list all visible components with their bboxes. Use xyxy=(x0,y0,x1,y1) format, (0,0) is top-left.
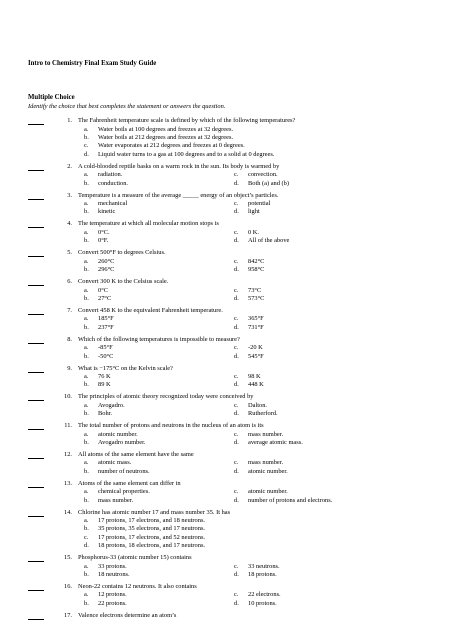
question-line xyxy=(28,612,454,620)
option-text: 237°F xyxy=(98,323,114,331)
answer-option xyxy=(234,563,384,571)
option-letter: b. xyxy=(84,525,89,533)
answer-blank[interactable] xyxy=(28,509,44,517)
question-line xyxy=(28,336,454,344)
option-text: 27°C xyxy=(98,294,112,302)
option-text: 18 neutrons. xyxy=(98,571,130,579)
option-text: 98 K xyxy=(248,372,261,380)
answer-option xyxy=(84,295,234,303)
question-number: 13. xyxy=(64,479,72,487)
option-text: 18 protons, 18 electrons, and 17 neutrons. xyxy=(98,542,206,550)
answer-option xyxy=(84,180,234,188)
question-item xyxy=(28,336,454,361)
option-text: kinetic xyxy=(98,208,116,216)
answer-blank[interactable] xyxy=(28,117,44,125)
question-list xyxy=(28,117,454,620)
option-letter: a. xyxy=(84,200,89,208)
option-letter: b. xyxy=(84,438,89,446)
option-text: 12 protons. xyxy=(98,591,127,599)
question-number: 12. xyxy=(64,450,72,458)
question-line xyxy=(28,393,454,401)
option-text: 260°C xyxy=(98,257,115,265)
option-text: 17 protons, 17 electrons, and 18 neutrons. xyxy=(98,517,206,524)
option-letter: d. xyxy=(234,599,239,607)
answer-option xyxy=(234,410,384,418)
option-letter: b. xyxy=(84,294,89,302)
option-text: Avogadro. xyxy=(98,401,125,409)
option-text: Water boils at 100 degrees and freezes at 32 degrees. xyxy=(98,125,234,133)
question-number: 6. xyxy=(67,278,72,286)
question-line xyxy=(28,307,454,315)
option-letter: a. xyxy=(84,562,89,570)
answer-option xyxy=(84,402,234,410)
answer-blank[interactable] xyxy=(28,451,44,459)
answer-option xyxy=(84,534,454,542)
option-letter: b. xyxy=(84,467,89,475)
answer-option xyxy=(234,295,384,303)
answer-option xyxy=(84,126,454,134)
option-letter: c. xyxy=(234,286,239,294)
answer-option xyxy=(84,200,234,208)
question-item xyxy=(28,117,454,159)
option-text: 0 K. xyxy=(248,228,260,236)
answer-option xyxy=(84,525,454,533)
answer-blank[interactable] xyxy=(28,220,44,228)
question-line xyxy=(28,163,454,171)
option-text: 0°F. xyxy=(98,237,109,245)
option-text: -85°F xyxy=(98,344,113,352)
option-letter: b. xyxy=(84,410,89,418)
option-text: 73°C xyxy=(248,286,262,294)
option-text: 448 K xyxy=(248,381,264,389)
option-text: 573°C xyxy=(248,294,265,302)
answer-option xyxy=(234,344,384,352)
question-number: 10. xyxy=(64,393,72,401)
answer-option xyxy=(234,353,384,361)
question-number: 16. xyxy=(64,583,72,591)
option-letter: d. xyxy=(234,410,239,418)
option-text: 10 protons. xyxy=(248,599,277,607)
answer-option xyxy=(234,208,384,216)
answer-option xyxy=(234,431,384,439)
option-text: number of neutrons. xyxy=(98,467,150,475)
answer-options xyxy=(84,591,454,608)
answer-option xyxy=(84,381,234,389)
answer-option xyxy=(234,591,384,599)
option-letter: b. xyxy=(84,237,89,245)
answer-option xyxy=(234,287,384,295)
option-text: 33 protons. xyxy=(98,562,127,570)
question-stem: The principles of atomic theory recognized today were conceived by xyxy=(78,393,254,401)
option-text: 76 K xyxy=(98,372,111,380)
option-letter: a. xyxy=(84,286,89,294)
question-number: 14. xyxy=(64,508,72,516)
option-letter: b. xyxy=(84,571,89,579)
option-text: 17 protons, 17 electrons, and 52 neutrons. xyxy=(98,533,206,541)
answer-option xyxy=(234,258,384,266)
answer-blank[interactable] xyxy=(28,393,44,401)
question-item xyxy=(28,583,454,608)
answer-option xyxy=(84,459,234,467)
option-letter: a. xyxy=(84,228,89,236)
question-item xyxy=(28,192,454,217)
question-number: 15. xyxy=(64,554,72,562)
question-stem: Chlorine has atomic number 17 and mass number 35. It has xyxy=(78,508,231,516)
option-text: -20 K xyxy=(248,344,263,352)
question-stem: Convert 500°F to degrees Celsius. xyxy=(78,249,166,257)
option-letter: b. xyxy=(84,266,89,274)
answer-option xyxy=(84,517,454,525)
question-item xyxy=(28,393,454,418)
answer-options xyxy=(84,459,454,476)
answer-option xyxy=(84,134,454,142)
question-line xyxy=(28,192,454,200)
answer-option xyxy=(234,497,384,505)
question-stem: Phosphorus-33 (atomic number 15) contains xyxy=(78,554,192,562)
option-letter: d. xyxy=(84,150,89,158)
option-text: mechanical xyxy=(98,200,128,208)
question-line xyxy=(28,278,454,286)
document-title: Intro to Chemistry Final Exam Study Guide xyxy=(28,60,157,67)
option-letter: d. xyxy=(84,542,89,550)
option-text: All of the above xyxy=(248,237,290,245)
answer-options xyxy=(84,563,454,580)
option-letter: b. xyxy=(84,323,89,331)
question-line xyxy=(28,117,454,125)
answer-blank[interactable] xyxy=(28,554,44,562)
option-text: chemical properties. xyxy=(98,488,150,496)
option-letter: a. xyxy=(84,401,89,409)
option-letter: d. xyxy=(234,438,239,446)
answer-option xyxy=(84,151,454,159)
option-text: Rutherford. xyxy=(248,410,278,418)
option-letter: c. xyxy=(234,257,239,265)
option-letter: d. xyxy=(234,237,239,245)
question-stem: Neon-22 contains 12 neutrons. It also contains xyxy=(78,583,197,591)
option-text: -50°C xyxy=(98,352,114,360)
answer-blank[interactable] xyxy=(28,336,44,344)
answer-option xyxy=(84,208,234,216)
question-item xyxy=(28,365,454,390)
answer-option xyxy=(84,353,234,361)
option-letter: c. xyxy=(234,488,239,496)
question-stem: Temperature is a measure of the average _____ energy of an object’s particles. xyxy=(78,191,279,199)
question-line xyxy=(28,583,454,591)
option-text: 842°C xyxy=(248,257,265,265)
option-text: Avogadro number. xyxy=(98,438,146,446)
answer-options xyxy=(84,517,454,551)
question-line xyxy=(28,480,454,488)
option-text: atomic number. xyxy=(98,430,138,438)
option-letter: b. xyxy=(84,208,89,216)
option-letter: c. xyxy=(234,344,239,352)
option-text: radiation. xyxy=(98,171,123,179)
answer-option xyxy=(234,324,384,332)
option-text: conduction. xyxy=(98,179,128,187)
answer-option xyxy=(234,315,384,323)
option-letter: a. xyxy=(84,372,89,380)
answer-options xyxy=(84,431,454,448)
option-letter: c. xyxy=(234,459,239,467)
option-letter: b. xyxy=(84,179,89,187)
question-item xyxy=(28,278,454,303)
option-letter: c. xyxy=(234,591,239,599)
option-text: Both (a) and (b) xyxy=(248,179,289,187)
answer-blank[interactable] xyxy=(28,307,44,315)
option-text: 296°C xyxy=(98,266,115,274)
option-text: 22 protons. xyxy=(98,599,127,607)
option-letter: d. xyxy=(234,294,239,302)
answer-blank[interactable] xyxy=(28,365,44,373)
question-line xyxy=(28,422,454,430)
answer-options xyxy=(84,258,454,275)
question-stem: A cold-blooded reptile basks on a warm rock in the sun. Its body is warmed by xyxy=(78,162,280,170)
option-text: 22 electrons. xyxy=(248,591,281,599)
option-text: Water evaporates at 212 degrees and freezes at 0 degrees. xyxy=(98,142,245,150)
answer-option xyxy=(234,468,384,476)
answer-blank[interactable] xyxy=(28,278,44,286)
answer-options xyxy=(84,373,454,390)
option-letter: c. xyxy=(234,401,239,409)
answer-option xyxy=(84,468,234,476)
question-line xyxy=(28,509,454,517)
option-letter: a. xyxy=(84,344,89,352)
question-line xyxy=(28,451,454,459)
answer-blank[interactable] xyxy=(28,480,44,488)
question-item xyxy=(28,509,454,551)
answer-option xyxy=(84,497,234,505)
option-text: atomic number. xyxy=(248,467,288,475)
option-text: 731°F xyxy=(248,323,264,331)
answer-option xyxy=(84,591,234,599)
question-line xyxy=(28,220,454,228)
question-stem: Convert 300 K to the Celsius scale. xyxy=(78,278,169,286)
question-stem: The temperature at which all molecular motion stops is xyxy=(78,220,219,228)
question-item xyxy=(28,480,454,505)
answer-option xyxy=(234,600,384,608)
option-letter: c. xyxy=(234,228,239,236)
answer-option xyxy=(234,237,384,245)
answer-option xyxy=(84,258,234,266)
question-item xyxy=(28,451,454,476)
question-stem: The Fahrenheit temperature scale is defined by which of the following temperatures? xyxy=(78,117,296,125)
option-text: 545°F xyxy=(248,352,264,360)
option-letter: c. xyxy=(84,533,89,541)
option-text: atomic number. xyxy=(248,488,288,496)
option-letter: b. xyxy=(84,134,89,142)
option-letter: a. xyxy=(84,488,89,496)
answer-option xyxy=(84,600,234,608)
option-text: mass number. xyxy=(248,430,284,438)
answer-option xyxy=(84,488,234,496)
option-letter: d. xyxy=(234,467,239,475)
option-text: light xyxy=(248,208,260,216)
option-text: Bohr. xyxy=(98,410,113,418)
option-text: 35 protons, 35 electrons, and 17 neutrons. xyxy=(98,525,206,533)
answer-blank[interactable] xyxy=(28,163,44,171)
option-letter: c. xyxy=(234,315,239,323)
question-item xyxy=(28,163,454,188)
answer-options xyxy=(84,229,454,246)
question-number: 17. xyxy=(64,611,72,619)
answer-option xyxy=(234,229,384,237)
option-letter: a. xyxy=(84,257,89,265)
option-letter: b. xyxy=(84,381,89,389)
option-text: 958°C xyxy=(248,266,265,274)
question-number: 7. xyxy=(67,306,72,314)
question-item xyxy=(28,612,454,620)
option-letter: c. xyxy=(84,142,89,150)
answer-option xyxy=(84,410,234,418)
answer-option xyxy=(234,180,384,188)
answer-options xyxy=(84,171,454,188)
option-text: mass number. xyxy=(98,496,134,504)
option-letter: d. xyxy=(234,323,239,331)
question-item xyxy=(28,422,454,447)
option-text: 33 neutrons. xyxy=(248,562,280,570)
answer-option xyxy=(84,229,234,237)
answer-blank[interactable] xyxy=(28,422,44,430)
answer-option xyxy=(84,373,234,381)
option-letter: a. xyxy=(84,430,89,438)
question-number: 4. xyxy=(67,220,72,228)
answer-option xyxy=(84,431,234,439)
answer-option xyxy=(234,266,384,274)
answer-option xyxy=(84,571,234,579)
question-stem: All atoms of the same element have the same xyxy=(78,450,194,458)
question-line xyxy=(28,554,454,562)
instructions-text: Identify the choice that best completes the statement or answers the question. xyxy=(28,102,226,110)
question-stem: Atoms of the same element can differ in xyxy=(78,479,181,487)
question-item xyxy=(28,554,454,579)
answer-option xyxy=(234,439,384,447)
question-number: 3. xyxy=(67,191,72,199)
option-letter: a. xyxy=(84,459,89,467)
option-letter: a. xyxy=(84,591,89,599)
answer-option xyxy=(234,571,384,579)
option-text: mass number. xyxy=(248,459,284,467)
answer-option xyxy=(84,563,234,571)
option-text: Dalton. xyxy=(248,401,267,409)
answer-options xyxy=(84,200,454,217)
option-text: potential xyxy=(248,200,271,208)
option-letter: d. xyxy=(234,266,239,274)
question-number: 2. xyxy=(67,162,72,170)
answer-option xyxy=(234,402,384,410)
question-stem: Which of the following temperatures is impossible to measure? xyxy=(78,335,240,343)
option-text: 365°F xyxy=(248,315,264,323)
question-item xyxy=(28,249,454,274)
question-number: 9. xyxy=(67,364,72,372)
option-letter: d. xyxy=(234,571,239,579)
question-stem: The total number of protons and neutrons in the nucleus of an atom is its xyxy=(78,422,264,430)
answer-option xyxy=(84,287,234,295)
answer-options xyxy=(84,315,454,332)
answer-option xyxy=(84,237,234,245)
option-letter: a. xyxy=(84,171,89,179)
option-letter: c. xyxy=(234,171,239,179)
option-text: 185°F xyxy=(98,315,114,323)
answer-options xyxy=(84,488,454,505)
answer-option xyxy=(84,171,234,179)
answer-blank[interactable] xyxy=(28,192,44,200)
option-text: 0°C xyxy=(98,286,109,294)
option-text: convection. xyxy=(248,171,278,179)
option-text: average atomic mass. xyxy=(248,438,303,446)
question-line xyxy=(28,249,454,257)
option-text: 0°C. xyxy=(98,228,110,236)
answer-option xyxy=(234,381,384,389)
answer-option xyxy=(84,324,234,332)
question-number: 1. xyxy=(67,117,72,125)
option-letter: d. xyxy=(234,381,239,389)
option-letter: c. xyxy=(234,562,239,570)
answer-option xyxy=(84,439,234,447)
answer-option xyxy=(234,488,384,496)
question-number: 8. xyxy=(67,335,72,343)
option-letter: a. xyxy=(84,517,89,524)
option-letter: c. xyxy=(234,200,239,208)
answer-blank[interactable] xyxy=(28,249,44,257)
option-text: number of protons and electrons. xyxy=(248,496,333,504)
answer-option xyxy=(234,459,384,467)
option-letter: d. xyxy=(234,208,239,216)
answer-blank[interactable] xyxy=(28,612,44,620)
section-heading: Multiple Choice xyxy=(28,94,75,102)
question-stem: What is −175°C on the Kelvin scale? xyxy=(78,364,173,372)
question-stem: Convert 458 K to the equivalent Fahrenheit temperature. xyxy=(78,306,223,314)
question-item xyxy=(28,220,454,245)
answer-option xyxy=(84,266,234,274)
option-text: atomic mass. xyxy=(98,459,132,467)
option-letter: b. xyxy=(84,496,89,504)
answer-option xyxy=(234,171,384,179)
question-item xyxy=(28,307,454,332)
question-line xyxy=(28,365,454,373)
option-letter: b. xyxy=(84,599,89,607)
option-text: 18 protons. xyxy=(248,571,277,579)
option-letter: d. xyxy=(234,352,239,360)
option-text: Water boils at 212 degrees and freezes at 32 degrees. xyxy=(98,134,234,142)
answer-option xyxy=(84,344,234,352)
option-letter: c. xyxy=(234,372,239,380)
answer-option xyxy=(84,142,454,150)
option-text: 89 K xyxy=(98,381,111,389)
option-letter: a. xyxy=(84,315,89,323)
question-number: 11. xyxy=(64,422,72,430)
option-letter: c. xyxy=(234,430,239,438)
answer-option xyxy=(234,200,384,208)
answer-options xyxy=(84,344,454,361)
answer-option xyxy=(234,373,384,381)
option-letter: d. xyxy=(234,179,239,187)
option-letter: d. xyxy=(234,496,239,504)
option-text: Liquid water turns to a gas at 100 degrees and to a solid at 0 degrees. xyxy=(98,150,275,158)
answer-option xyxy=(84,315,234,323)
answer-options xyxy=(84,402,454,419)
option-letter: a. xyxy=(84,125,89,133)
question-stem: Valence electrons determine an atom’s xyxy=(78,611,177,619)
question-number: 5. xyxy=(67,249,72,257)
answer-option xyxy=(84,542,454,550)
answer-options xyxy=(84,126,454,160)
option-letter: b. xyxy=(84,352,89,360)
answer-blank[interactable] xyxy=(28,583,44,591)
answer-options xyxy=(84,287,454,304)
